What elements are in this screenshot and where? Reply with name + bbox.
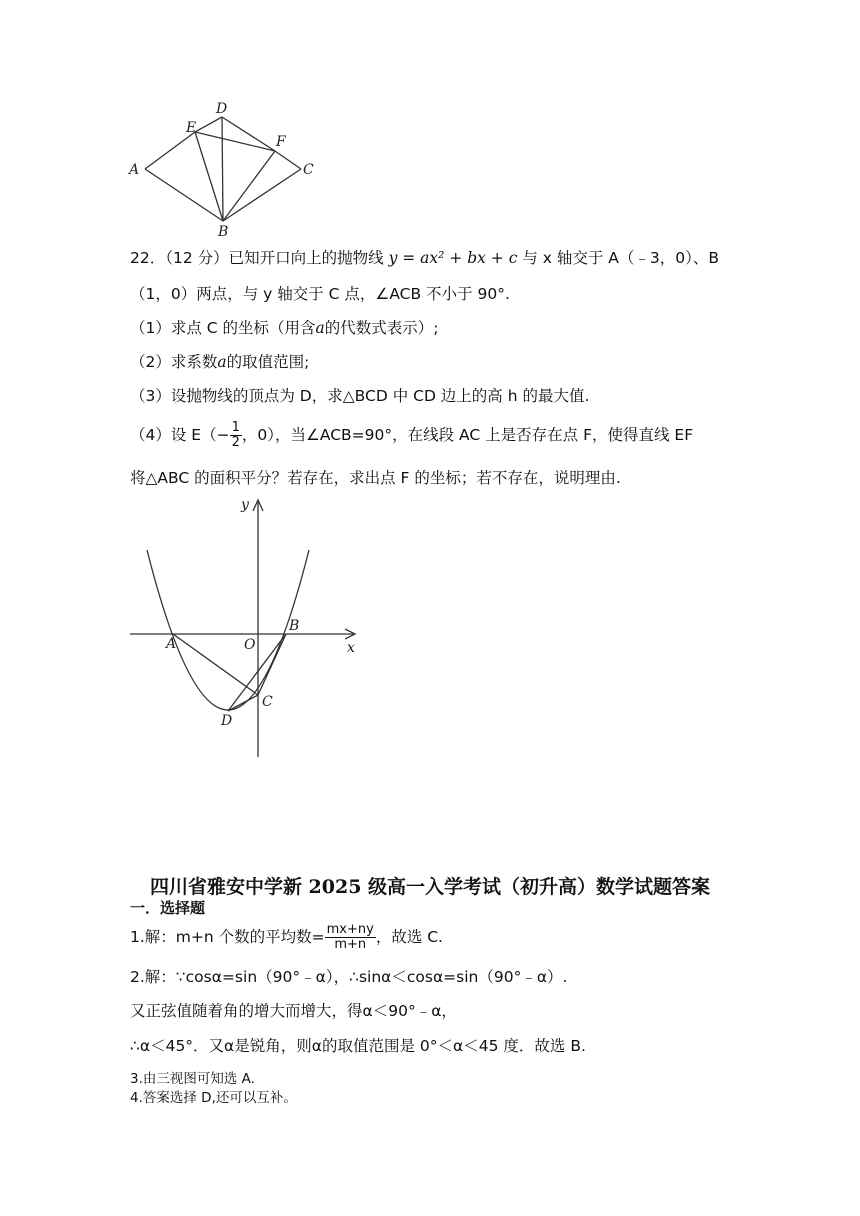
axis-y-label: y: [241, 497, 249, 513]
answer-2-line3: ∴α＜45°．又α是锐角，则α的取值范围是 0°＜α＜45 度．故选 B.: [130, 1037, 586, 1055]
q22-part3: （3）设抛物线的顶点为 D，求△BCD 中 CD 边上的高 h 的最大值.: [130, 387, 590, 405]
q22-line2: （1，0）两点，与 y 轴交于 C 点，∠ACB 不小于 90°.: [130, 285, 510, 303]
answers-title: 四川省雅安中学新 2025 级高一入学考试（初升高）数学试题答案: [149, 876, 711, 898]
label-d: D: [216, 101, 228, 117]
geometry-figure-top: [125, 98, 325, 238]
origin-label: O: [244, 637, 256, 653]
point-c-label: C: [262, 694, 273, 710]
point-b-label: B: [289, 618, 300, 634]
answer-1-denominator: m+n: [334, 937, 367, 952]
q22-part1: [130, 318, 439, 338]
label-b: B: [218, 224, 229, 238]
fraction-denominator: 2: [231, 435, 240, 450]
label-c: C: [303, 162, 314, 178]
point-d-label: D: [221, 713, 233, 729]
answer-4: 4.答案选择 D,还可以互补。: [130, 1090, 297, 1106]
q22-part2-var: a: [217, 353, 227, 371]
q22-formula: y = ax² + bx + c: [388, 249, 518, 267]
q22-part1-pre: （1）求点 C 的坐标（用含: [130, 319, 316, 337]
answer-1-pre: 1.解：m+n 个数的平均数=: [130, 928, 325, 946]
answer-1-numerator: mx+ny: [326, 922, 374, 937]
q22-part4-pre: （4）设 E（: [130, 426, 217, 444]
q22-part2: [130, 352, 309, 372]
q22-part1-var: a: [315, 319, 325, 337]
q22-part4: [130, 420, 693, 450]
q22-part2-pre: （2）求系数: [130, 353, 218, 371]
q22-part4-post: ，0），当∠ACB=90°，在线段 AC 上是否存在点 F，使得直线 EF: [241, 426, 694, 444]
answer-2: 2.解：∵cosα=sin（90°﹣α），∴sinα＜cosα=sin（90°﹣α）.: [130, 968, 568, 986]
label-e: E: [186, 120, 197, 136]
section-heading: 一．选择题: [130, 899, 206, 917]
q22-part1-post: 的代数式表示）;: [324, 319, 439, 337]
label-a: A: [129, 162, 140, 178]
q22-number: 22．（12 分）已知开口向上的抛物线: [130, 249, 384, 267]
q22-part4-sign: −: [216, 426, 230, 444]
parabola-figure: [125, 495, 375, 765]
axis-x-label: x: [347, 640, 355, 656]
answer-1-post: ，故选 C.: [375, 928, 443, 946]
q22-part2-post: 的取值范围;: [226, 353, 310, 371]
answer-1: [130, 922, 443, 952]
fraction-numerator: 1: [231, 420, 240, 435]
q22-line1-tail: 与 x 轴交于 A（﹣3，0）、B: [522, 249, 719, 267]
point-a-label: A: [166, 636, 177, 652]
q22-part4-line2: 将△ABC 的面积平分？若存在，求出点 F 的坐标；若不存在，说明理由.: [130, 469, 621, 487]
q22-fraction: [230, 421, 242, 450]
q22-line1: [130, 248, 719, 268]
answer-1-fraction: [325, 923, 376, 952]
answer-3: 3.由三视图可知选 A.: [130, 1071, 255, 1087]
label-f: F: [276, 134, 286, 150]
answer-2-line2: 又正弦值随着角的增大而增大，得α＜90°﹣α，: [130, 1002, 457, 1020]
